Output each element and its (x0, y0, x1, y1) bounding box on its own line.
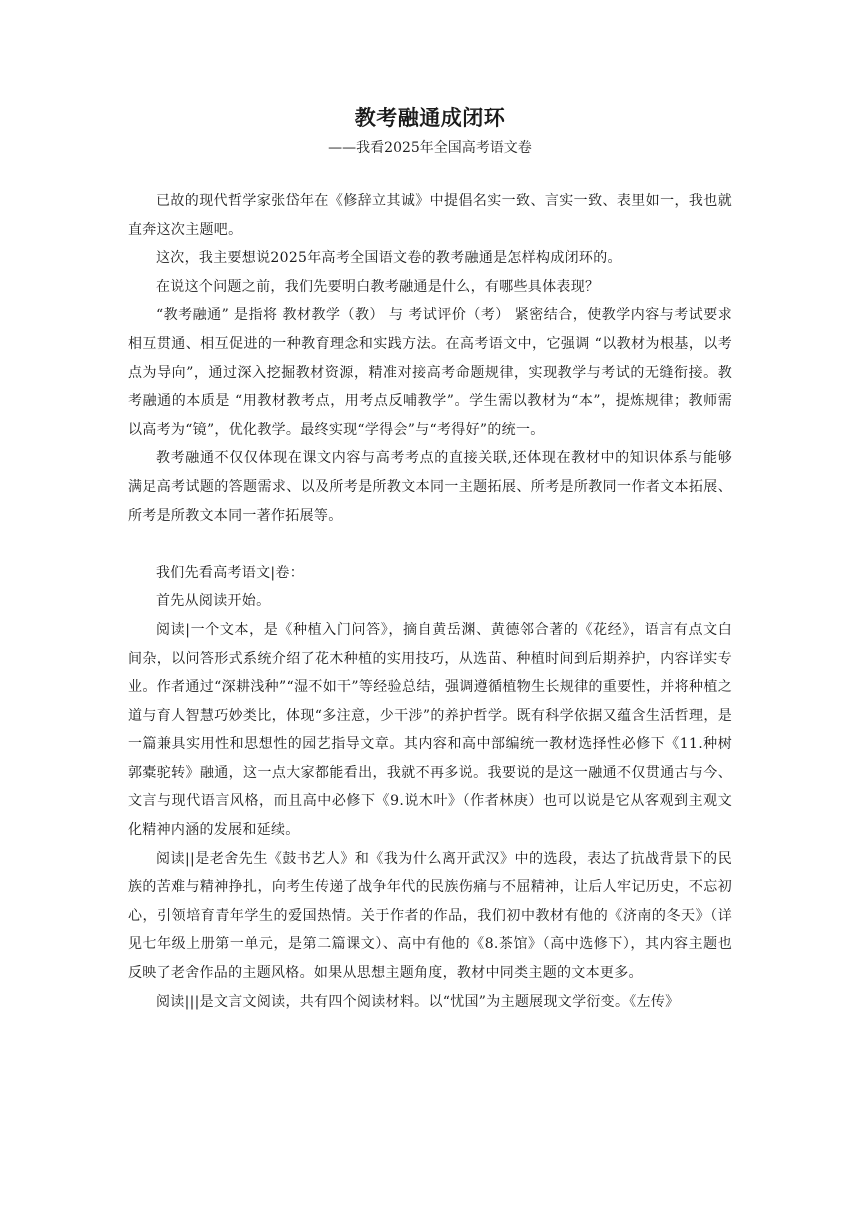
paragraph: 我们先看高考语文|卷： (156, 564, 305, 581)
paragraph: 教考融通不仅仅体现在课文内容与高考考点的直接关联,还体现在教材中的知识体系与能够满足高考试题的答题需求、以及所考是所教文本同一主题拓展、所考是所教同一作者文本拓展、所考是所教文本同一著作拓展等。 (128, 450, 732, 524)
paragraph: 阅读|||是文言文阅读，共有四个阅读材料。以“忧国”为主题展现文学衍变。《左传》 (156, 993, 680, 1010)
paragraph: 阅读||是老舍先生《鼓书艺人》和《我为什么离开武汉》中的选段，表达了抗战背景下的民族的苦难与精神挣扎，向考生传递了战争年代的民族伤痛与不屈精神，让后人牢记历史，不忘初心，引领培育青年学生的爱国热情。关于作者的作品，我们初中教材有他的《济南的冬天》（详见七年级上册第一单元，是第二篇课文）、高中有他的《8.茶馆》（高中选修下），其内容主题也反映了老舍作品的主题风格。如果从思想主题角度，教材中同类主题的文本更多。 (128, 850, 732, 982)
paragraph: 首先从阅读开始。 (156, 593, 271, 610)
paragraph: 已故的现代哲学家张岱年在《修辞立其诚》中提倡名实一致、言实一致、表里如一，我也就直奔这次主题吧。 (128, 193, 732, 238)
blank-line (128, 530, 732, 559)
document-title: 教考融通成闭环 (354, 106, 506, 130)
paragraph: 这次，我主要想说2025年高考全国语文卷的教考融通是怎样构成闭环的。 (156, 250, 622, 267)
paragraph: 阅读|一个文本，是《种植入门问答》，摘自黄岳渊、黄德邻合著的《花经》，语言有点文白间杂，以问答形式系统介绍了花木种植的实用技巧，从选苗、种植时间到后期养护，内容详实专业。作者通过“深耕浅种”“湿不如干”等经验总结，强调遵循植物生长规律的重要性，并将种植之道与育人智慧巧妙类比，体现“多注意，少干涉”的养护哲学。既有科学依据又蕴含生活哲理，是一篇兼具实用性和思想性的园艺指导文章。其内容和高中部编统一教材选择性必修下《11.种树郭橐驼转》融通，这一点大家都能看出，我就不再多说。我要说的是这一融通不仅贯通古与今、文言与现代语言风格，而且高中必修下《9.说木叶》（作者林庚）也可以说是它从客观到主观文化精神内涵的发展和延续。 (128, 621, 732, 839)
document-subtitle: ——我看2025年全国高考语文卷 (328, 140, 532, 156)
paragraph: 在说这个问题之前，我们先要明白教考融通是什么，有哪些具体表现？ (156, 278, 600, 295)
document-page (128, 100, 732, 1016)
paragraph: “教考融通” 是指将 教材教学（教） 与 考试评价（考） 紧密结合，使教学内容与考试要求相互贯通、相互促进的一种教育理念和实践方法。在高考语文中，它强调 “以教材为根基，以考点为导向”，通过深入挖掘教材资源，精准对接高考命题规律，实现教学与考试的无缝衔接。教考融通的本质是 “用教材教考点，用考点反哺教学”。学生需以教材为“本”，提炼规律；教师需以高考为“镜”，优化教学。最终实现“学得会”与“考得好”的统一。 (128, 307, 732, 438)
